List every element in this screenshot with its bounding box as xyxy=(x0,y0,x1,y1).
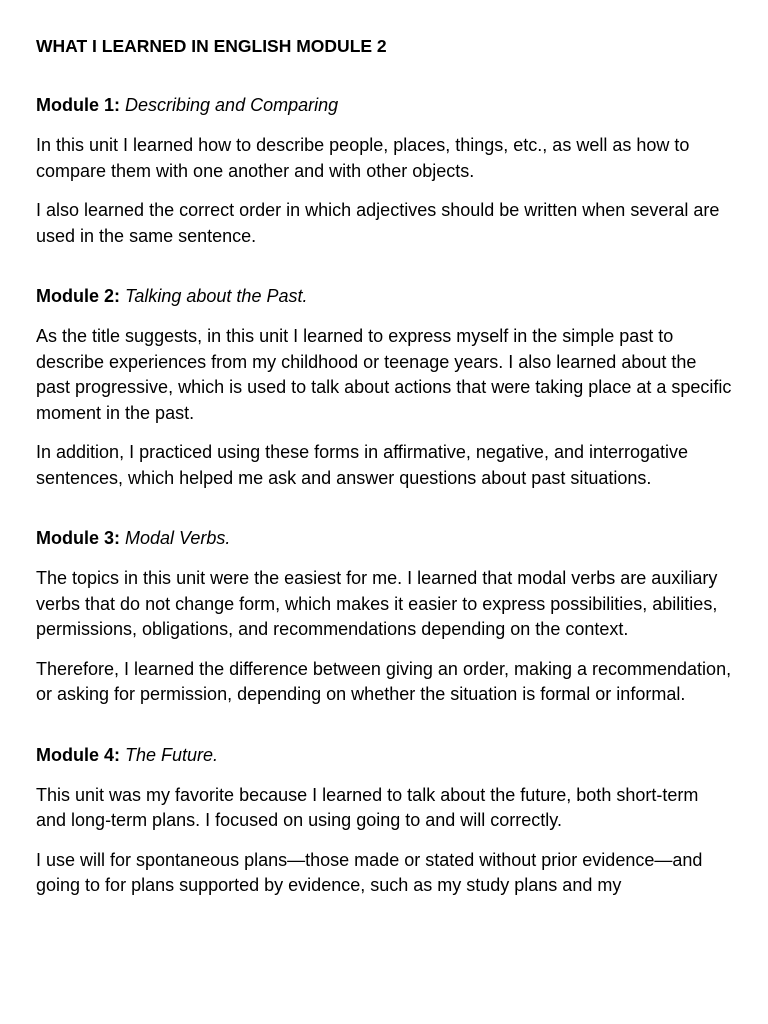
module-4-section xyxy=(36,743,732,899)
module-2-topic: Talking about the Past. xyxy=(125,286,308,306)
module-3-section xyxy=(36,526,732,708)
module-4-paragraph-1: This unit was my favorite because I learned to talk about the future, both short-term and long-term plans. I focused on using going to and will correctly. xyxy=(36,784,699,830)
module-1-paragraph-1: In this unit I learned how to describe people, places, things, etc., as well as how to compare them with one another and with other objects. xyxy=(36,135,690,181)
module-4-topic: The Future. xyxy=(125,744,219,765)
module-1-paragraph-2: I also learned the correct order in which adjectives should be written when several are used in the same sentence. xyxy=(36,200,720,246)
module-3-paragraph-1: The topics in this unit were the easiest for me. I learned that modal verbs are auxiliary verbs that do not change form, which makes it easier to express possibilities, abilities, permissions, obligations, and recommendations depending on the context. xyxy=(36,568,718,639)
document-title: WHAT I LEARNED IN ENGLISH MODULE 2 xyxy=(36,36,387,56)
module-2-paragraph-1: As the title suggests, in this unit I learned to express myself in the simple past to describe experiences from my childhood or teenage years. I also learned about the past progressive, which is used to talk about actions that were taking place at a specific moment in the past. xyxy=(36,326,732,423)
module-1-heading xyxy=(36,93,732,117)
module-4-heading xyxy=(36,743,732,767)
module-2-paragraph-2: In addition, I practiced using these forms in affirmative, negative, and interrogative sentences, which helped me ask and answer questions about past situations. xyxy=(36,442,689,488)
module-4-label: Module 4: xyxy=(36,744,120,765)
module-3-heading xyxy=(36,526,732,550)
module-2-section xyxy=(36,284,732,491)
module-2-heading xyxy=(36,284,732,308)
module-2-label: Module 2: xyxy=(36,286,120,306)
module-3-label: Module 3: xyxy=(36,528,120,548)
module-4-paragraph-2: I use will for spontaneous plans—those made or stated without prior evidence—and going to for plans supported by evidence, such as my study plans and my xyxy=(36,849,703,895)
module-1-label: Module 1: xyxy=(36,95,120,115)
module-1-section xyxy=(36,93,732,249)
module-3-paragraph-2: Therefore, I learned the difference between giving an order, making a recommendation, or asking for permission, depending on whether the situation is formal or informal. xyxy=(36,658,732,704)
module-3-topic: Modal Verbs. xyxy=(125,528,231,548)
module-1-topic: Describing and Comparing xyxy=(125,95,339,115)
